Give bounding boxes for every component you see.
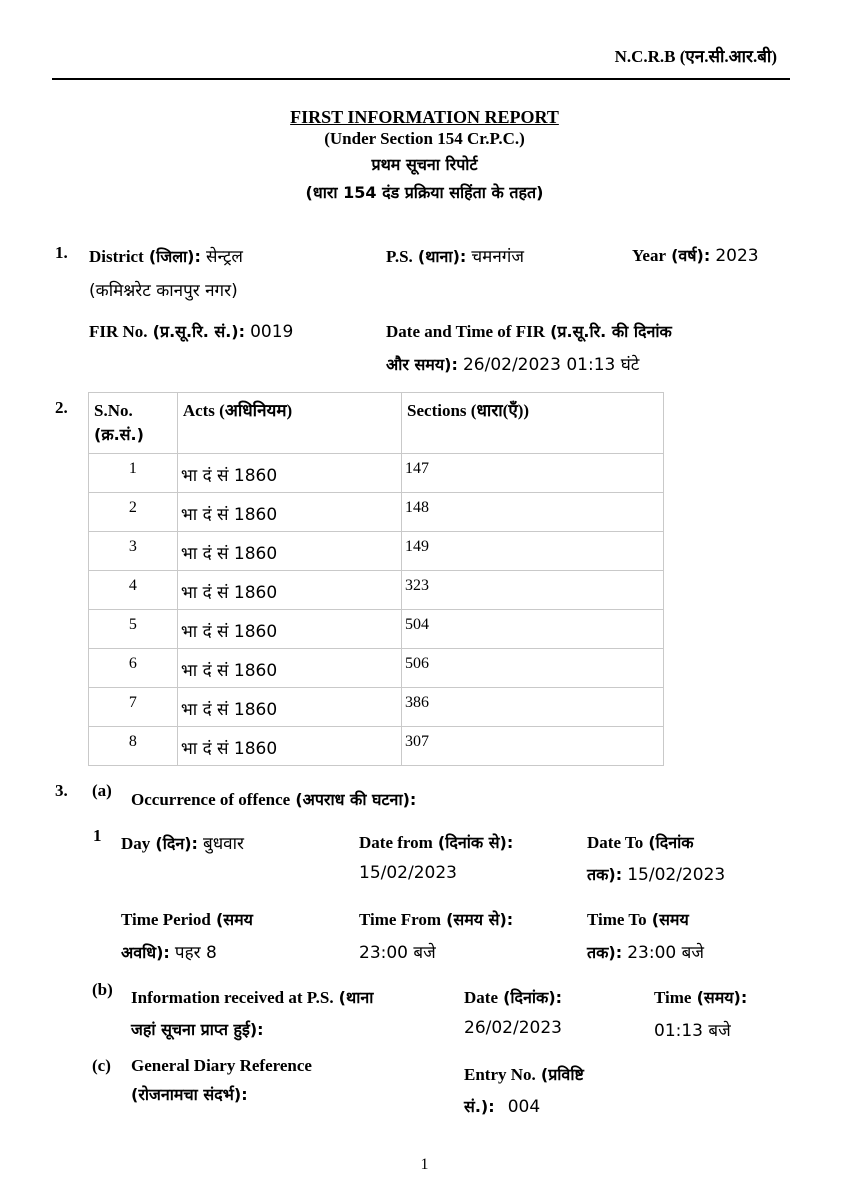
row-section: 504 bbox=[405, 616, 430, 633]
time-period-field bbox=[121, 940, 217, 963]
occurrence-label-hi: (अपराध की घटना): bbox=[295, 790, 417, 809]
table-row bbox=[89, 727, 664, 766]
row-sno: 8 bbox=[128, 733, 137, 750]
fir-datetime-label-hi-2: और समय): bbox=[386, 355, 458, 374]
year-label-hi: (वर्ष): bbox=[671, 246, 711, 265]
fir-datetime-label-hi: (प्र.सू.रि. की दिनांक bbox=[550, 322, 672, 341]
table-row bbox=[89, 688, 664, 727]
occurrence-label-en: Occurrence of offence bbox=[131, 790, 291, 809]
time-period-label-hi: (समय bbox=[215, 910, 253, 929]
sno-header bbox=[89, 393, 178, 454]
date-from-label bbox=[359, 831, 513, 853]
fir-number-field bbox=[89, 320, 293, 342]
year-value: 2023 bbox=[715, 246, 759, 266]
page-number: 1 bbox=[420, 1156, 429, 1173]
date-to-label-en: Date To bbox=[587, 833, 644, 852]
table-row bbox=[89, 454, 664, 493]
time-to-field bbox=[587, 940, 704, 963]
info-date-label-en: Date bbox=[464, 988, 498, 1007]
section-3-number: 3. bbox=[55, 781, 68, 800]
district-field bbox=[89, 244, 243, 267]
ps-label-hi: (थाना): bbox=[417, 247, 467, 266]
row-act: भा दं सं 1860 bbox=[180, 583, 278, 603]
fir-label-en: FIR No. bbox=[89, 322, 148, 341]
entry-number-field bbox=[464, 1095, 540, 1117]
time-to-label-en: Time To bbox=[587, 910, 647, 929]
ncrb-header bbox=[615, 44, 777, 67]
gd-reference-label-en: General Diary Reference bbox=[131, 1056, 312, 1075]
ps-label-en: P.S. bbox=[386, 247, 413, 266]
district-label-hi: (जिला): bbox=[148, 247, 201, 266]
section-1-number: 1. bbox=[55, 243, 68, 262]
info-time-label bbox=[654, 986, 747, 1008]
sections-header bbox=[402, 393, 664, 454]
info-time-label-en: Time bbox=[654, 988, 692, 1007]
entry-number-value: 004 bbox=[507, 1097, 541, 1117]
date-to-field bbox=[587, 863, 725, 885]
table-row bbox=[89, 532, 664, 571]
time-to-label-hi-2: तक): bbox=[587, 943, 623, 962]
date-to-label-hi-2: तक): bbox=[587, 865, 623, 884]
row-section: 307 bbox=[405, 733, 430, 750]
sno-header-en: S.No. bbox=[94, 401, 133, 420]
occurrence-heading bbox=[131, 788, 416, 810]
info-date-value: 26/02/2023 bbox=[464, 1018, 562, 1038]
fir-datetime-field bbox=[386, 352, 639, 375]
row-act: भा दं सं 1860 bbox=[180, 661, 278, 681]
row-act: भा दं सं 1860 bbox=[180, 622, 278, 642]
year-field bbox=[632, 244, 759, 266]
time-from-label bbox=[359, 908, 513, 930]
header-divider bbox=[52, 78, 790, 80]
date-to-label-hi: (दिनांक bbox=[648, 833, 694, 852]
acts-table bbox=[88, 392, 664, 766]
row-act: भा दं सं 1860 bbox=[180, 505, 278, 525]
time-from-label-en: Time From bbox=[359, 910, 441, 929]
row-sno: 5 bbox=[128, 616, 137, 633]
title-en-sub: (Under Section 154 Cr.P.C.) bbox=[324, 129, 525, 148]
sub-a-label: (a) bbox=[92, 781, 112, 800]
table-row bbox=[89, 571, 664, 610]
row-sno: 1 bbox=[128, 460, 137, 477]
date-from-label-hi: (दिनांक से): bbox=[437, 833, 514, 852]
row-section: 149 bbox=[405, 538, 430, 555]
date-from-label-en: Date from bbox=[359, 833, 433, 852]
row-section: 148 bbox=[405, 499, 430, 516]
row-section: 147 bbox=[405, 460, 430, 477]
time-period-label bbox=[121, 908, 253, 930]
ps-field bbox=[386, 244, 524, 267]
year-label-en: Year bbox=[632, 246, 666, 265]
sections-header-label: Sections (धारा(एँ)) bbox=[407, 401, 530, 420]
date-to-value: 15/02/2023 bbox=[627, 865, 726, 885]
gd-reference-label-hi: (रोजनामचा संदर्भ): bbox=[131, 1085, 248, 1104]
sub-c-label: (c) bbox=[92, 1056, 111, 1075]
title-hi-sub: (धारा 154 दंड प्रक्रिया सहिंता के तहत) bbox=[305, 183, 544, 202]
time-period-label-en: Time Period bbox=[121, 910, 211, 929]
time-to-label bbox=[587, 908, 689, 930]
acts-header-label: Acts (अधिनियम) bbox=[182, 401, 293, 420]
table-row bbox=[89, 610, 664, 649]
day-label-en: Day bbox=[121, 834, 151, 853]
date-from-value: 15/02/2023 bbox=[359, 863, 457, 883]
entry-number-label-en: Entry No. bbox=[464, 1065, 536, 1084]
info-received-label-hi: (थाना bbox=[338, 988, 374, 1007]
row-section: 506 bbox=[405, 655, 430, 672]
sub-b-label: (b) bbox=[92, 980, 113, 999]
district-value: सेन्ट्रल bbox=[206, 247, 243, 267]
fir-label-hi: (प्र.सू.रि. सं.): bbox=[152, 322, 245, 341]
row-section: 323 bbox=[405, 577, 430, 594]
row-act: भा दं सं 1860 bbox=[180, 700, 278, 720]
day-label-hi: (दिन): bbox=[155, 834, 198, 853]
row-act: भा दं सं 1860 bbox=[180, 544, 278, 564]
title-block bbox=[0, 106, 849, 208]
info-time-value: 01:13 बजे bbox=[654, 1021, 731, 1041]
district-value-line2: (कमिश्नरेट कानपुर नगर) bbox=[89, 281, 238, 301]
info-time-label-hi: (समय): bbox=[696, 988, 748, 1007]
occurrence-item-number: 1 bbox=[93, 826, 102, 845]
row-sno: 7 bbox=[128, 694, 137, 711]
info-received-label-hi-2: जहां सूचना प्राप्त हुई): bbox=[131, 1020, 264, 1039]
info-received-label-en: Information received at P.S. bbox=[131, 988, 334, 1007]
acts-header bbox=[177, 393, 401, 454]
fir-datetime-label bbox=[386, 320, 672, 342]
row-section: 386 bbox=[405, 694, 430, 711]
info-date-label bbox=[464, 986, 562, 1008]
fir-number-value: 0019 bbox=[250, 322, 294, 342]
fir-datetime-value: 26/02/2023 01:13 घंटे bbox=[462, 355, 640, 375]
row-act: भा दं सं 1860 bbox=[180, 739, 278, 759]
title-hi: प्रथम सूचना रिपोर्ट bbox=[371, 155, 478, 174]
entry-number-label-hi: (प्रविष्टि bbox=[540, 1065, 584, 1084]
time-period-label-hi-2: अवधि): bbox=[121, 943, 170, 962]
title-en: FIRST INFORMATION REPORT bbox=[290, 107, 559, 127]
row-sno: 3 bbox=[128, 538, 137, 555]
time-period-value: पहर 8 bbox=[174, 943, 217, 963]
table-row bbox=[89, 493, 664, 532]
time-to-label-hi: (समय bbox=[651, 910, 689, 929]
district-label-en: District bbox=[89, 247, 144, 266]
time-to-value: 23:00 बजे bbox=[627, 943, 704, 963]
sno-header-hi: (क्र.सं.) bbox=[94, 425, 144, 444]
ps-value: चमनगंज bbox=[471, 247, 524, 267]
row-act: भा दं सं 1860 bbox=[180, 466, 278, 486]
info-date-label-hi: (दिनांक): bbox=[503, 988, 563, 1007]
acts-table-header bbox=[89, 393, 664, 454]
row-sno: 2 bbox=[128, 499, 137, 516]
time-from-value: 23:00 बजे bbox=[359, 943, 436, 963]
date-to-label bbox=[587, 831, 694, 853]
ncrb-label: N.C.R.B (एन.सी.आर.बी) bbox=[614, 47, 777, 66]
day-field bbox=[121, 831, 244, 854]
time-from-label-hi: (समय से): bbox=[446, 910, 514, 929]
entry-number-label bbox=[464, 1063, 584, 1085]
fir-datetime-label-en: Date and Time of FIR bbox=[386, 322, 545, 341]
row-sno: 4 bbox=[128, 577, 137, 594]
section-2-number: 2. bbox=[55, 398, 68, 417]
day-value: बुधवार bbox=[203, 834, 244, 854]
table-row bbox=[89, 649, 664, 688]
entry-number-label-hi-2: सं.): bbox=[464, 1097, 495, 1116]
info-received-label bbox=[131, 986, 373, 1008]
row-sno: 6 bbox=[128, 655, 137, 672]
